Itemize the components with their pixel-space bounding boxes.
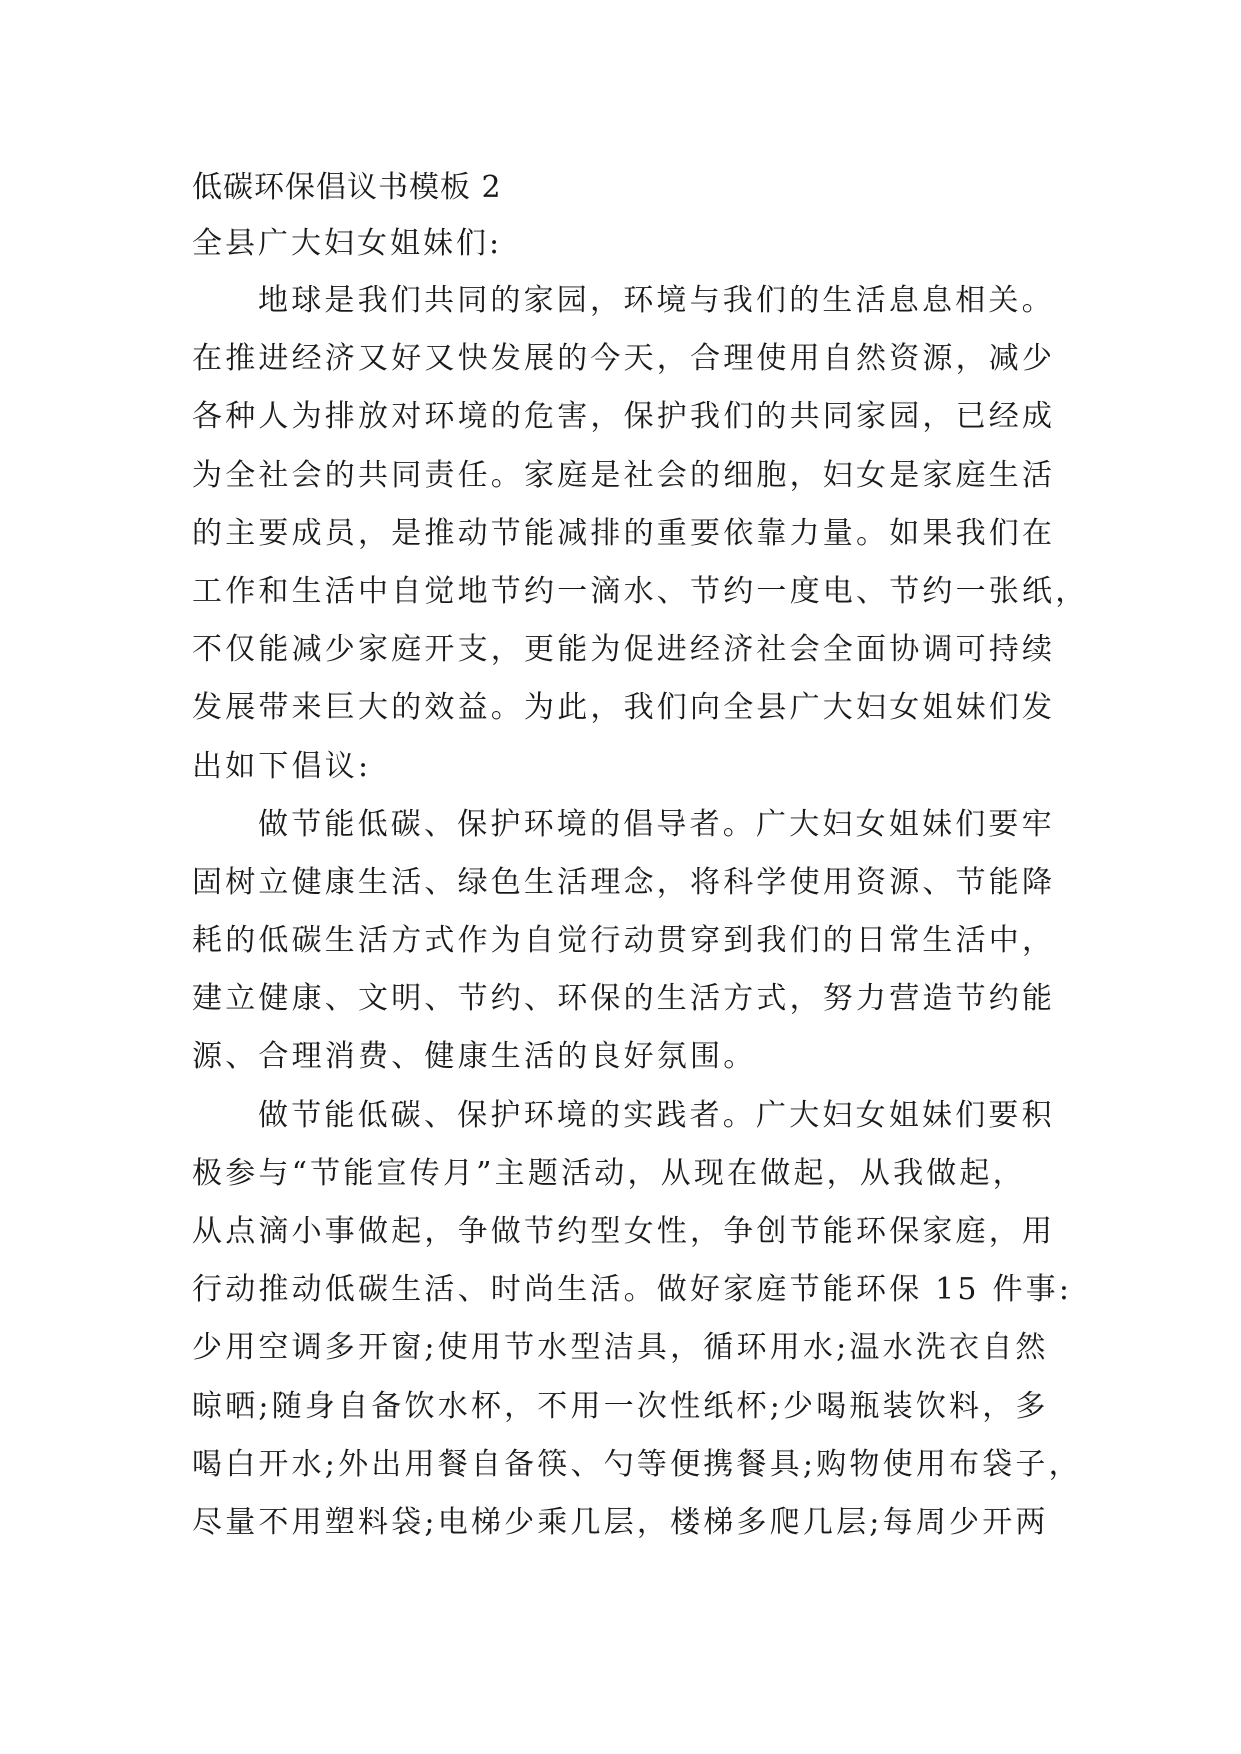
paragraph-intro [192,272,1089,796]
paragraph-line: 晾晒;随身自备饮水杯，不用一次性纸杯;少喝瓶装饮料，多 [192,1388,1049,1424]
paragraph-line: 少用空调多开窗;使用节水型洁具，循环用水;温水洗衣自然 [192,1330,1049,1366]
document-page [192,160,1089,1552]
paragraph-advocate [192,796,1062,1087]
paragraph-line: 出如下倡议: [192,748,372,784]
paragraph-line: 极参与“节能宣传月”主题活动，从现在做起，从我做起， [192,1155,1026,1191]
document-title: 低碳环保倡议书模板 2 [192,170,502,205]
paragraph-line: 建立健康、文明、节约、环保的生活方式，努力营造节约能 [192,981,1056,1017]
salutation: 全县广大妇女姐妹们: [192,226,503,261]
paragraph-line: 从点滴小事做起，争做节约型女性，争创节能环保家庭，用 [192,1214,1056,1249]
paragraph-line: 各种人为排放对环境的危害，保护我们的共同家园，已经成 [192,399,1056,435]
paragraph-line: 地球是我们共同的家园，环境与我们的生活息息相关。 [258,283,1055,318]
paragraph-line: 喝白开水;外出用餐自备筷、勺等便携餐具;购物使用布袋子， [192,1446,1082,1482]
paragraph-line: 为全社会的共同责任。家庭是社会的细胞，妇女是家庭生活 [192,457,1056,493]
paragraph-line: 发展带来巨大的效益。为此，我们向全县广大妇女姐妹们发 [192,690,1056,726]
paragraph-line: 在推进经济又好又快发展的今天，合理使用自然资源，减少 [192,341,1056,377]
paragraph-line: 做节能低碳、保护环境的倡导者。广大妇女姐妹们要牢 [258,806,1055,842]
paragraph-line: 工作和生活中自觉地节约一滴水、节约一度电、节约一张纸， [192,573,1089,609]
paragraph-line: 做节能低碳、保护环境的实践者。广大妇女姐妹们要积 [258,1097,1055,1133]
paragraph-line: 行动推动低碳生活、时尚生活。做好家庭节能环保 15 件事: [192,1272,1073,1308]
paragraph-practitioner [192,1087,1082,1553]
paragraph-line: 耗的低碳生活方式作为自觉行动贯穿到我们的日常生活中， [192,923,1056,959]
paragraph-line: 尽量不用塑料袋;电梯少乘几层，楼梯多爬几层;每周少开两 [192,1504,1049,1540]
paragraph-line: 不仅能减少家庭开支，更能为促进经济社会全面协调可持续 [192,632,1056,668]
paragraph-line: 固树立健康生活、绿色生活理念，将科学使用资源、节能降 [192,864,1056,900]
paragraph-line: 的主要成员，是推动节能减排的重要依靠力量。如果我们在 [192,515,1056,551]
paragraph-line: 源、合理消费、健康生活的良好氛围。 [192,1039,757,1075]
